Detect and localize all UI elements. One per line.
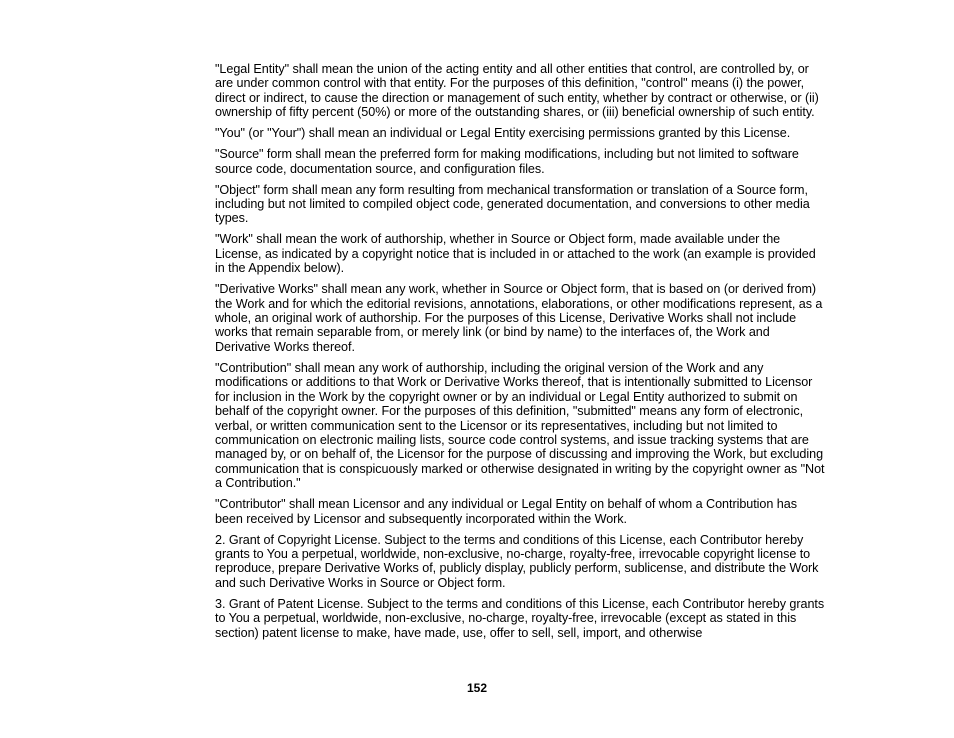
page-number: 152 (466, 681, 488, 695)
paragraph-legal-entity: "Legal Entity" shall mean the union of the acting entity and all other entities that control, are controlled by, or are under common control with that entity. For the purposes of this definition, "control" means (i) the power, direct or indirect, to cause the direction or management of such entity, whether by contract or otherwise, or (ii) ownership of fifty percent (50%) or more of the outstanding shares, or (iii) beneficial ownership of such entity. (215, 62, 819, 120)
paragraph-grant-patent: 3. Grant of Patent License. Subject to the terms and conditions of this License, each Contributor hereby grants to You a perpetual, worldwide, non-exclusive, no-charge, royalty-free, irrevocable (except as stated in this section) patent license to make, have made, use, offer to sell, sell, import, and otherwise (215, 596, 825, 640)
paragraph-object: "Object" form shall mean any form resulting from mechanical transformation or translation of a Source form, including but not limited to compiled object code, generated documentation, and conversions to other media types. (215, 182, 810, 226)
paragraph-contribution: "Contribution" shall mean any work of authorship, including the original version of the Work and any modifications or additions to that Work or Derivative Works thereof, that is intentionally submitted to Licensor for inclusion in the Work by the copyright owner or by an individual or Legal Entity authorized to submit on behalf of the copyright owner. For the purposes of this definition, "submitted" means any form of electronic, verbal, or written communication sent to the Licensor or its representatives, including but not limited to communication on electronic mailing lists, source code control systems, and issue tracking systems that are managed by, or on behalf of, the Licensor for the purpose of discussing and improving the Work, but excluding communication that is conspicuously marked or otherwise designated in writing by the copyright owner as "Not a Contribution." (215, 360, 825, 491)
document-body (215, 62, 827, 647)
paragraph-derivative-works: "Derivative Works" shall mean any work, whether in Source or Object form, that is based on (or derived from) the Work and for which the editorial revisions, annotations, elaborations, or other modifications represent, as a whole, an original work of authorship. For the purposes of this License, Derivative Works shall not include works that remain separable from, or merely link (or bind by name) to the interfaces of, the Work and Derivative Works thereof. (215, 282, 823, 354)
paragraph-work: "Work" shall mean the work of authorship, whether in Source or Object form, made available under the License, as indicated by a copyright notice that is included in or attached to the work (an example is provided in the Appendix below). (215, 232, 816, 276)
paragraph-grant-copyright: 2. Grant of Copyright License. Subject to the terms and conditions of this License, each Contributor hereby grants to You a perpetual, worldwide, non-exclusive, no-charge, royalty-free, irrevocable copyright license to reproduce, prepare Derivative Works of, publicly display, publicly perform, sublicense, and distribute the Work and such Derivative Works in Source or Object form. (215, 532, 819, 590)
paragraph-you: "You" (or "Your") shall mean an individual or Legal Entity exercising permissions granted by this License. (215, 126, 791, 141)
paragraph-source: "Source" form shall mean the preferred form for making modifications, including but not limited to software source code, documentation source, and configuration files. (215, 147, 799, 176)
paragraph-contributor: "Contributor" shall mean Licensor and any individual or Legal Entity on behalf of whom a Contribution has been received by Licensor and subsequently incorporated within the Work. (215, 497, 797, 526)
